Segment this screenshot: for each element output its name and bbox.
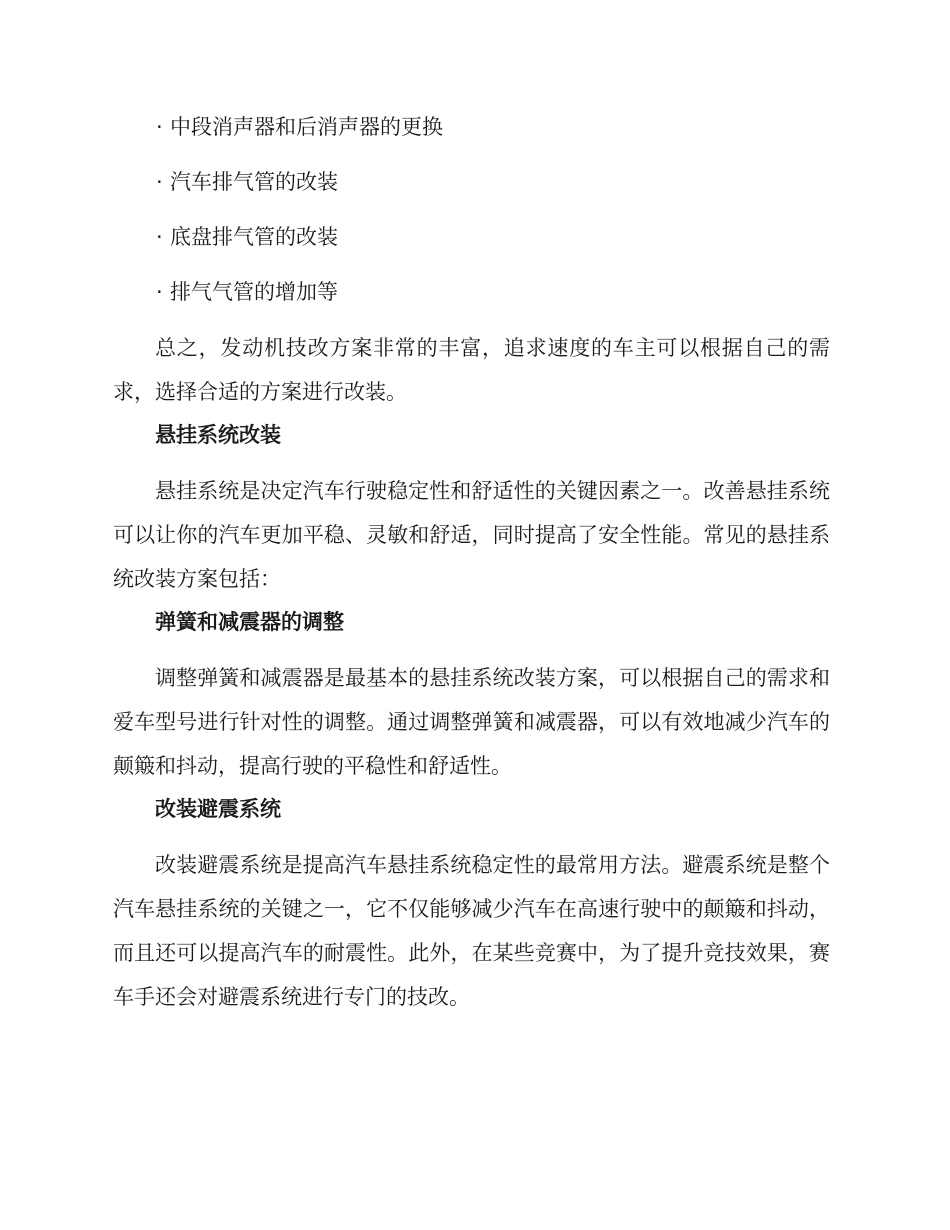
section-heading-springs: 弹簧和减震器的调整 <box>155 610 344 634</box>
section-heading-suspension: 悬挂系统改装 <box>155 423 281 447</box>
bullet-item <box>113 165 830 199</box>
bullet-text: 底盘排气管的改装 <box>170 225 338 249</box>
bullet-text: 排气气管的增加等 <box>170 280 338 304</box>
bullet-item <box>113 110 830 144</box>
section-heading-shock-system: 改装避震系统 <box>155 797 281 821</box>
bullet-text: 中段消声器和后消声器的更换 <box>170 115 443 139</box>
bullet-marker: · <box>156 115 163 139</box>
section-body-shock-system: 改装避震系统是提高汽车悬挂系统稳定性的最常用方法。避震系统是整个汽车悬挂系统的关键之一，它不仅能够减少汽车在高速行驶中的颠簸和抖动，而且还可以提高汽车的耐震性。此外，在某些竞赛中，为了提升竞技效果，赛车手还会对避震系统进行专门的技改。 <box>113 853 830 1009</box>
bullet-item <box>113 275 830 309</box>
bullet-marker: · <box>156 170 163 194</box>
conclusion-paragraph: 总之，发动机技改方案非常的丰富，追求速度的车主可以根据自己的需求，选择合适的方案进行改装。 <box>113 336 830 404</box>
bullet-marker: · <box>156 225 163 249</box>
bullet-marker: · <box>156 280 163 304</box>
bullet-text: 汽车排气管的改装 <box>170 170 338 194</box>
bullet-item <box>113 220 830 254</box>
section-body-suspension: 悬挂系统是决定汽车行驶稳定性和舒适性的关键因素之一。改善悬挂系统可以让你的汽车更加平稳、灵敏和舒适，同时提高了安全性能。常见的悬挂系统改装方案包括： <box>113 479 830 591</box>
section-body-springs: 调整弹簧和减震器是最基本的悬挂系统改装方案，可以根据自己的需求和爱车型号进行针对性的调整。通过调整弹簧和减震器，可以有效地减少汽车的颠簸和抖动，提高行驶的平稳性和舒适性。 <box>113 666 830 778</box>
